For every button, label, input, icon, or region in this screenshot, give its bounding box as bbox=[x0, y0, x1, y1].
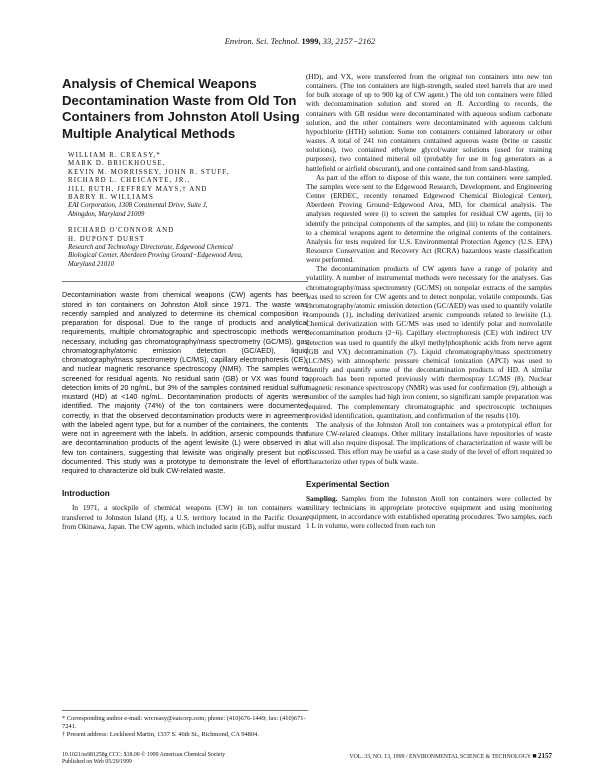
paragraph: The decontamination products of CW agents have a range of polarity and volatility. A number of instrumental methods were necessary for the analyses. Gas chromatography/mass spectrometry (GC/MS) on nonpolar extracts of the samples was used to screen for CW agents and to detect nonpolar, volatile compounds. Gas chromatography/atomic emission detection (GC/AED) was used to quantify volatile compounds (1), including derivatized arsenic compounds related to lewisite (L). Chemical derivatization with GC/MS was used to identify polar and nonvolatile decontamination products (2−6). Capillary electrophoresis (CE) with indirect UV detection was used to quantify the alkyl methylphosphonic acids from nerve agent (GB and VX) decontamination (7). Liquid chromatography/mass spectrometry (LC/MS) with atmospheric pressure chemical ionization (APCI) was used to identify and quantify some of the decontamination products of HD. A similar approach has been reported previously with thermospray LC/MS (8). Nuclear magnetic resonance spectroscopy (NMR) was used for confirmation (9), although a number of the samples had high iron content, so significant sample preparation was required. The complementary chromatographic and spectroscopic techniques provided identification, quantitation, and confirmation of the results (10). bbox=[306, 264, 552, 420]
paragraph: (HD), and VX, were transferred from the original ton containers into new ton containers. (The ton containers are high-strength, sealed steel barrels that are used for bulk storage of up to 900 kg of CW agent.) The old ton containers were filled with decontamination solution and stored on JI. According to records, the containers with GB residue were decontaminated with aqueous sodium carbonate solution, and the other containers were decontaminated with aqueous calcium hypochlorite (HTH) solution. Some ton containers contained laboratory or other wastes. A total of 241 ton containers contained aqueous waste (brine or caustic solutions), two contained ethylene glycol/water solutions (used for training purposes), two contained mineral oil (probably for use in fog generators as a battlefield or airfield obscurant), and one contained sand from sand-blasting. bbox=[306, 72, 552, 173]
article-title: Analysis of Chemical Weapons Decontamination Waste from Old Ton Containers from Johnston Atoll Using Multiple Analytical Methods bbox=[62, 76, 300, 141]
sampling-paragraph bbox=[306, 494, 552, 531]
footnote-present-address: † Present address: Lockheed Martin, 1337 S. 46th St., Richmond, CA 94804. bbox=[62, 731, 259, 738]
introduction-text: In 1971, a stockpile of chemical weapons (CW) in ton containers was transferred to Johnston Island (JI), a U.S. territory located in the Pacific Ocean, from Okinawa, Japan. The CW agents, which included sarin (GB), sulfur mustard bbox=[62, 503, 308, 531]
affiliation-2 bbox=[62, 244, 308, 269]
page-number: 2157 bbox=[538, 752, 552, 760]
author-line: RICHARD O'CONNOR AND bbox=[68, 227, 175, 235]
publication-date: Published on Web 05/20/1999 bbox=[62, 759, 132, 765]
authors-group-1 bbox=[62, 152, 308, 202]
left-column bbox=[62, 76, 308, 531]
journal-name: Environ. Sci. Technol. bbox=[224, 36, 300, 46]
author-line: H. DUPONT DURST bbox=[68, 235, 146, 243]
affiliation-line: Biological Center, Aberdeen Proving Ground−Edgewood Area, bbox=[68, 252, 243, 260]
affiliation-line: EAI Corporation, 1308 Continental Drive, Suite J, bbox=[68, 202, 208, 210]
abstract: Decontamination waste from chemical weapons (CW) agents has been stored in ton containers on Johnston Atoll since 1971. The waste was recently sampled and analyzed to determine its chemical composition in preparation for disposal. Due to the range of products and analytical requirements, multiple chromatographic and spectroscopic methods were necessary, including gas chromatography/mass spectrometry (GC/MS), gas chromatography/atomic emission detection (GC/AED), liquid chromatography/mass spectrometry (LC/MS), capillary electrophoresis (CE), and nuclear magnetic resonance spectroscopy (NMR). The samples were screened for residual agents. No residual sarin (GB) or VX was found to detection limits of 20 ng/mL, but 3% of the samples contained residual sulfur mustard (HD) at <140 ng/mL. Decontamination products of agents were identified. The majority (74%) of the ton containers were documented correctly, in that the observed decontamination products were in agreement with the labeled agent type, but for a number of the containers, the contents were not in agreement with the labels. In addition, arsenic compounds that are decontamination products of the agent lewisite (L) were observed in a few ton containers, suggesting that lewisite was originally present but not documented. This study was a prototype to demonstrate the level of effort required to characterize old bulk CW-related waste. bbox=[62, 281, 308, 475]
footnote-corresponding: * Corresponding author e-mail: wrcreasy@eaicorp.com; phone: (410)676-1449; fax: (410)671-7241. bbox=[62, 715, 306, 730]
doi-info bbox=[62, 752, 302, 766]
doi-line: 10.1021/es981258g CCC: $18.00 © 1999 American Chemical Society bbox=[62, 752, 225, 758]
author-line: WILLIAM R. CREASY,* bbox=[68, 152, 161, 159]
affiliation-1 bbox=[62, 202, 308, 219]
experimental-heading: Experimental Section bbox=[306, 479, 390, 489]
sampling-text: Samples from the Johnston Atoll ton containers were collected by military technicians in appropriate protective equipment and using monitoring equipment, in accordance with established operating procedures. Two samples, each 1 L in volume, were collected from each ton bbox=[306, 493, 552, 531]
affiliation-line: Abingdon, Maryland 21009 bbox=[68, 210, 145, 218]
author-line: BARRY R. WILLIAMS bbox=[68, 194, 154, 202]
page-footer: VOL. 33, NO. 13, 1999 / ENVIRONMENTAL SCIENCE & TECHNOLOGY ■ 2157 bbox=[349, 752, 552, 760]
introduction-heading: Introduction bbox=[62, 489, 110, 499]
paragraph: The analysis of the Johnston Atoll ton containers was a prototypical effort for future CW-related cleanups. Other military installations have repositories of waste that will also require disposal. The implications of characterization of waste will be discussed. This effort may be useful as a case study of the level of effort required to characterize other types of bulk waste. bbox=[306, 419, 552, 466]
affiliation-line: Research and Technology Directorate, Edgewood Chemical bbox=[68, 244, 233, 252]
sampling-label: Sampling. bbox=[306, 493, 338, 503]
author-line: MARK D. BRICKHOUSE, bbox=[68, 160, 166, 168]
journal-pages: 2157−2162 bbox=[335, 36, 376, 46]
journal-volume: 33, bbox=[322, 36, 334, 46]
footer-journal: VOL. 33, NO. 13, 1999 / ENVIRONMENTAL SCIENCE & TECHNOLOGY bbox=[349, 754, 531, 760]
author-line: JILL RUTH, JEFFREY MAYS,† AND bbox=[68, 185, 208, 193]
footnotes bbox=[62, 710, 308, 739]
right-column bbox=[306, 72, 552, 531]
affiliation-line: Maryland 21010 bbox=[68, 260, 115, 268]
author-line: KEVIN M. MORRISSEY, JOHN R. STUFF, bbox=[68, 168, 230, 176]
running-header bbox=[0, 36, 600, 46]
authors-group-2 bbox=[62, 227, 308, 244]
paragraph: As part of the effort to dispose of this waste, the ton containers were sampled. The samples were sent to the Edgewood Research, Development, and Engineering Center (ERDEC, recently renamed Edgewood Chemical Biological Center), Aberdeen Proving Ground−Edgewood Area, MD, for chemical analysis. The analyses requested were (i) to screen the samples for residual CW agents, (ii) to identify the principal components of the samples, and (iii) to relate the components to a chemical weapons agent to determine the original contents of the containers. Analysis for tests required for U.S. Environmental Protection Agency (U.S. EPA) Resource Conservation and Recovery Act (RCRA) hazardous waste classification were performed. bbox=[306, 172, 552, 265]
journal-year: 1999, bbox=[301, 36, 321, 46]
author-line: RICHARD L. CHEICANTE, JR., bbox=[68, 177, 191, 185]
